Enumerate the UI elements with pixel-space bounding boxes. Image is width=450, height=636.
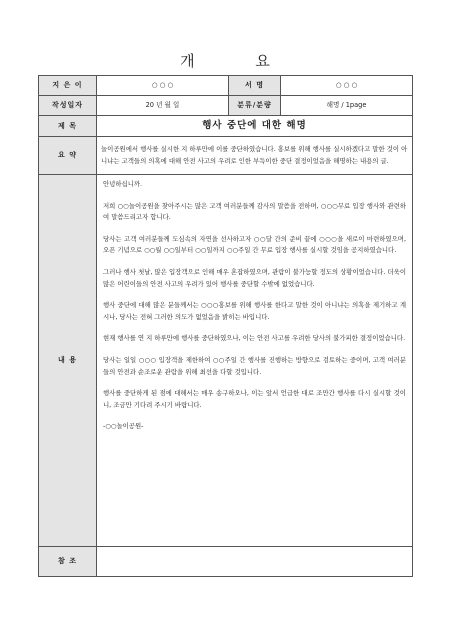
subject-value: 행사 중단에 대한 해명: [97, 116, 413, 137]
reference-value: [97, 547, 413, 577]
content-paragraph: 안녕하십니까.: [103, 180, 143, 188]
summary-row: [39, 137, 413, 175]
content-paragraph: 현재 행사를 연 지 하루만에 행사를 중단하였으나, 이는 안전 사고를 우려한 당사의 불가피한 결정이었습니다.: [103, 334, 406, 343]
author-label: 지 은 이: [39, 76, 97, 96]
content-body: [97, 175, 413, 547]
content-paragraph: 행사를 중단하게 된 점에 대해서는 매우 송구하오나, 이는 앞서 언급한 대로 조만간 행사를 다시 실시할 것이니, 조금만 기다려 주시기 바랍니다.: [103, 389, 406, 409]
date-value: 20 년 월 일: [97, 96, 229, 116]
content-paragraph: 행사 중단에 대해 많은 분들께서는 ○○○홍보를 위해 행사를 한다고 말한 것이 아니냐는 의혹을 제기하고 계시나, 당사는 전혀 그러한 의도가 없었음을 밝히는 바입니다.: [103, 301, 406, 321]
title-field-label: 서 명: [229, 76, 281, 96]
content-signature: -○○놀이공원-: [103, 422, 144, 431]
date-label: 작성일자: [39, 96, 97, 116]
content-paragraph: 저희 ○○놀이공원을 찾아주시는 많은 고객 여러분들께 감사의 말씀을 전하며, ○○○무료 입장 행사와 관련하여 말씀드리고자 합니다.: [103, 201, 406, 222]
content-row: [39, 175, 413, 547]
title-field-value: ○ ○ ○: [281, 76, 413, 96]
content-label: 내 용: [39, 175, 97, 547]
category-value: 해명 / 1page: [281, 96, 413, 116]
summary-value: 놀이공원에서 행사를 실시한 지 하루만에 이를 중단하였습니다. 홍보를 위해 행사를 실시하겠다고 말한 것이 아니냐는 고객들의 의혹에 대해 안전 사고의 우려로 인한 부득이한 중단 결정이었음을 해명하는 내용의 글.: [97, 137, 413, 175]
reference-row: [39, 547, 413, 577]
page-title: 개 요: [180, 52, 298, 70]
date-row: [39, 96, 413, 116]
content-paragraph: 당사는 고객 여러분들께 도심속의 자연을 선사하고자 ○○달 간의 준비 끝에 ○○○을 새로이 마련하였으며, 오픈 기념으로 ○○월 ○○일부터 ○○일까지 ○○주일 간 무료 입장 행사를 실시할 것임을 공지하였습니다.: [103, 234, 406, 255]
content-paragraph: 그러나 행사 첫날, 많은 입장객으로 인해 매우 혼잡하였으며, 관람이 불가능할 정도의 상황이었습니다. 더욱이 많은 어린이들의 안전 사고의 우려가 있어 행사를 중단할 수밖에 없었습니다.: [103, 267, 406, 288]
reference-label: 참 조: [39, 547, 97, 577]
document-form-table: [38, 75, 413, 577]
category-label: 분류/분량: [229, 96, 281, 116]
content-paragraph: 당사는 일일 ○○○ 입장객을 제한하여 ○○주일 간 행사를 진행하는 방향으로 검토하는 중이며, 고객 여러분들의 안전과 순조로운 관람을 위해 최선을 다할 것입니다.: [103, 355, 406, 376]
subject-row: [39, 116, 413, 137]
summary-label: 요 약: [39, 137, 97, 175]
author-value: ○ ○ ○: [97, 76, 229, 96]
subject-label: 제 목: [39, 116, 97, 137]
author-row: [39, 76, 413, 96]
